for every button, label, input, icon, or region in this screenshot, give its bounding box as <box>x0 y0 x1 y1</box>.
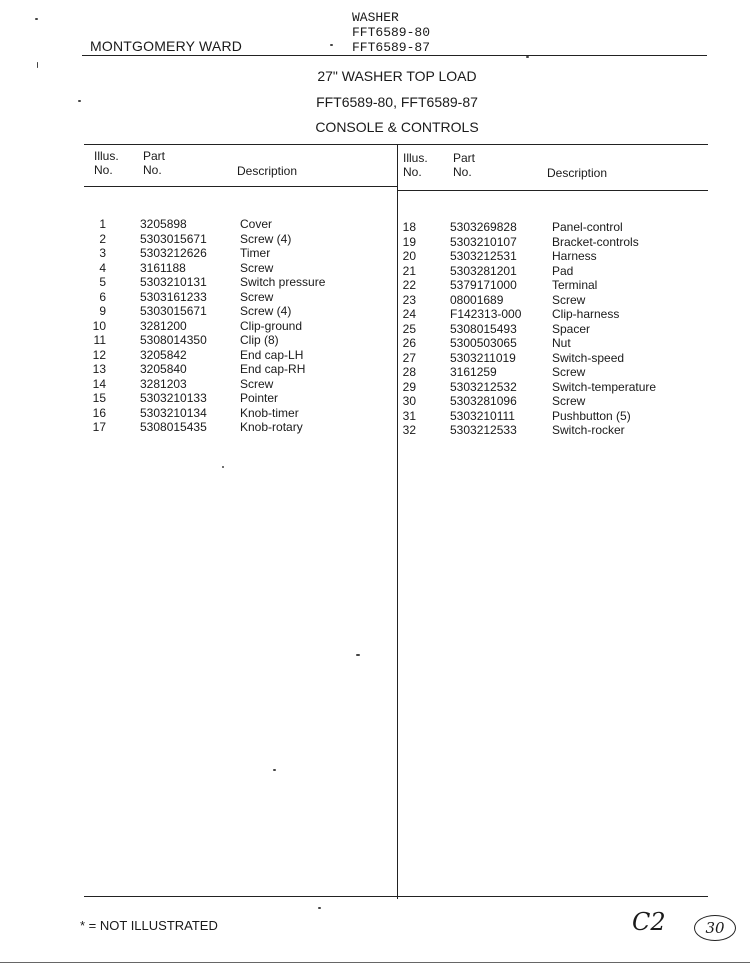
part-number: 3161188 <box>140 260 186 275</box>
part-row <box>402 423 702 438</box>
illus-number: 30 <box>402 394 416 408</box>
illus-number: 4 <box>99 260 106 275</box>
part-number: 5303211019 <box>450 350 516 365</box>
part-row <box>92 232 392 247</box>
illus-number: 17 <box>92 420 106 434</box>
part-row <box>402 249 702 264</box>
part-number: 5379171000 <box>450 278 517 292</box>
part-row <box>402 409 702 424</box>
page-bottom-edge <box>0 962 750 963</box>
part-row <box>92 261 392 276</box>
illus-number: 12 <box>92 347 106 362</box>
part-row <box>92 290 392 305</box>
illus-number: 26 <box>402 336 416 350</box>
model-line-washer: WASHER <box>352 10 399 25</box>
illus-number: 29 <box>402 379 416 394</box>
part-description: Switch-speed <box>552 350 625 365</box>
part-row <box>402 307 702 322</box>
part-description: Screw (4) <box>240 304 292 318</box>
illus-number: 13 <box>92 362 106 376</box>
scan-speck <box>35 18 38 20</box>
part-number: 5303212532 <box>450 379 517 394</box>
illus-number: 2 <box>99 231 106 246</box>
illus-number: 19 <box>402 234 416 249</box>
part-row <box>92 406 392 421</box>
part-description: Pointer <box>240 391 279 405</box>
page-title: 27" WASHER TOP LOAD <box>317 68 477 84</box>
part-row <box>92 420 392 435</box>
illus-number: 20 <box>402 249 416 263</box>
part-description: Timer <box>240 246 271 260</box>
part-row <box>402 380 702 395</box>
table-top-rule <box>84 144 708 145</box>
part-description: Screw <box>552 365 586 379</box>
part-number: 08001689 <box>450 292 504 307</box>
illus-number: 1 <box>99 217 106 231</box>
illus-number: 9 <box>99 304 106 318</box>
part-number: 5303212533 <box>450 423 517 437</box>
part-description: Knob-rotary <box>240 420 303 434</box>
part-description: Screw <box>552 292 586 307</box>
part-row <box>402 394 702 409</box>
part-description: Switch-temperature <box>552 379 657 394</box>
part-number: 5303212626 <box>140 246 207 260</box>
part-row <box>92 275 392 290</box>
part-description: Screw <box>240 376 274 391</box>
page-subtitle-models: FFT6589-80, FFT6589-87 <box>316 94 478 110</box>
table-center-divider <box>397 144 398 899</box>
left-header-part: Part No. <box>143 149 166 177</box>
part-description: Harness <box>552 249 597 263</box>
section-title: CONSOLE & CONTROLS <box>315 119 479 135</box>
scan-speck <box>273 769 276 771</box>
table-bottom-rule <box>84 896 708 897</box>
part-number: 5303210133 <box>140 391 207 405</box>
part-description: Bracket-controls <box>552 234 639 249</box>
scan-speck <box>356 654 360 656</box>
part-row <box>92 333 392 348</box>
part-row <box>402 278 702 293</box>
model-line-80: FFT6589-80 <box>352 25 431 40</box>
part-number: F142313-000 <box>450 307 522 321</box>
illus-number: 22 <box>402 278 416 292</box>
header-rule <box>82 55 707 56</box>
illus-number: 24 <box>402 307 416 321</box>
part-number: 3161259 <box>450 365 497 379</box>
scan-speck <box>318 907 321 909</box>
part-description: Screw <box>240 260 274 275</box>
illus-number: 25 <box>402 321 416 336</box>
part-description: End cap-RH <box>240 362 306 376</box>
part-description: Screw (4) <box>240 231 292 246</box>
left-parts-list <box>92 217 392 435</box>
part-row <box>402 293 702 308</box>
part-number: 3281203 <box>140 376 187 391</box>
part-number: 5303281096 <box>450 394 517 408</box>
scan-speck <box>222 466 224 468</box>
part-row <box>92 319 392 334</box>
part-description: Cover <box>240 217 273 231</box>
part-description: Pad <box>552 263 574 278</box>
part-number: 5308015493 <box>450 321 517 336</box>
part-row <box>402 365 702 380</box>
right-header-illus: Illus. No. <box>403 151 428 179</box>
illus-number: 21 <box>402 263 416 278</box>
part-row <box>92 246 392 261</box>
illus-number: 6 <box>99 289 106 304</box>
model-line-87: FFT6589-87 <box>352 40 431 55</box>
part-number: 3205840 <box>140 362 187 376</box>
model-block <box>352 10 430 55</box>
part-description: Screw <box>240 289 274 304</box>
part-description: End cap-LH <box>240 347 304 362</box>
part-row <box>402 220 702 235</box>
part-row <box>92 304 392 319</box>
right-parts-list <box>402 220 702 438</box>
illus-number: 3 <box>99 246 106 260</box>
illus-number: 5 <box>99 275 106 289</box>
scan-speck <box>37 62 38 68</box>
part-row <box>402 351 702 366</box>
part-row <box>92 377 392 392</box>
scan-speck <box>330 44 333 46</box>
part-number: 5303161233 <box>140 289 207 304</box>
part-description: Panel-control <box>552 220 623 234</box>
part-number: 5303281201 <box>450 263 517 278</box>
part-number: 5303015671 <box>140 231 207 246</box>
part-number: 5303015671 <box>140 304 207 318</box>
part-row <box>92 348 392 363</box>
part-number: 3205842 <box>140 347 187 362</box>
handwritten-code: C2 <box>632 908 666 936</box>
part-row <box>402 322 702 337</box>
part-number: 5303210107 <box>450 234 517 249</box>
illus-number: 31 <box>402 408 416 423</box>
illus-number: 28 <box>402 365 416 379</box>
footnote-not-illustrated: * = NOT ILLUSTRATED <box>80 918 218 933</box>
illus-number: 10 <box>92 318 106 333</box>
part-row <box>402 264 702 279</box>
right-header-part: Part No. <box>453 151 476 179</box>
brand-name: MONTGOMERY WARD <box>90 38 243 54</box>
part-row <box>402 235 702 250</box>
part-description: Knob-timer <box>240 405 299 420</box>
scan-speck <box>78 100 81 102</box>
part-description: Switch-rocker <box>552 423 625 437</box>
part-number: 5303212531 <box>450 249 517 263</box>
part-number: 5303269828 <box>450 220 517 234</box>
scan-speck <box>526 56 529 58</box>
part-number: 3281200 <box>140 318 187 333</box>
illus-number: 11 <box>93 333 106 347</box>
illus-number: 32 <box>402 423 416 437</box>
part-row <box>92 217 392 232</box>
part-number: 5300503065 <box>450 336 517 350</box>
part-number: 5303210131 <box>140 275 207 289</box>
part-description: Nut <box>552 336 571 350</box>
part-description: Clip-ground <box>240 318 303 333</box>
table-header-rule-right <box>397 190 708 191</box>
part-description: Pushbutton (5) <box>552 408 631 423</box>
part-row <box>92 391 392 406</box>
left-header-description: Description <box>237 164 298 178</box>
part-description: Clip-harness <box>552 307 620 321</box>
illus-number: 23 <box>402 292 416 307</box>
illus-number: 16 <box>92 405 106 420</box>
part-description: Screw <box>552 394 586 408</box>
part-number: 5308014350 <box>140 333 207 347</box>
part-row <box>92 362 392 377</box>
left-header-illus: Illus. No. <box>94 149 119 177</box>
illus-number: 18 <box>402 220 416 234</box>
part-description: Clip (8) <box>240 333 279 347</box>
part-row <box>402 336 702 351</box>
part-number: 3205898 <box>140 217 187 231</box>
right-header-description: Description <box>547 166 608 180</box>
circled-page-number: 30 <box>694 915 736 941</box>
table-header-rule-left <box>84 186 397 187</box>
illus-number: 27 <box>402 350 416 365</box>
part-number: 5308015435 <box>140 420 207 434</box>
part-description: Spacer <box>552 321 591 336</box>
illus-number: 15 <box>92 391 106 405</box>
part-description: Terminal <box>552 278 598 292</box>
part-number: 5303210134 <box>140 405 207 420</box>
illus-number: 14 <box>92 376 106 391</box>
part-number: 5303210111 <box>450 408 515 423</box>
part-description: Switch pressure <box>240 275 326 289</box>
